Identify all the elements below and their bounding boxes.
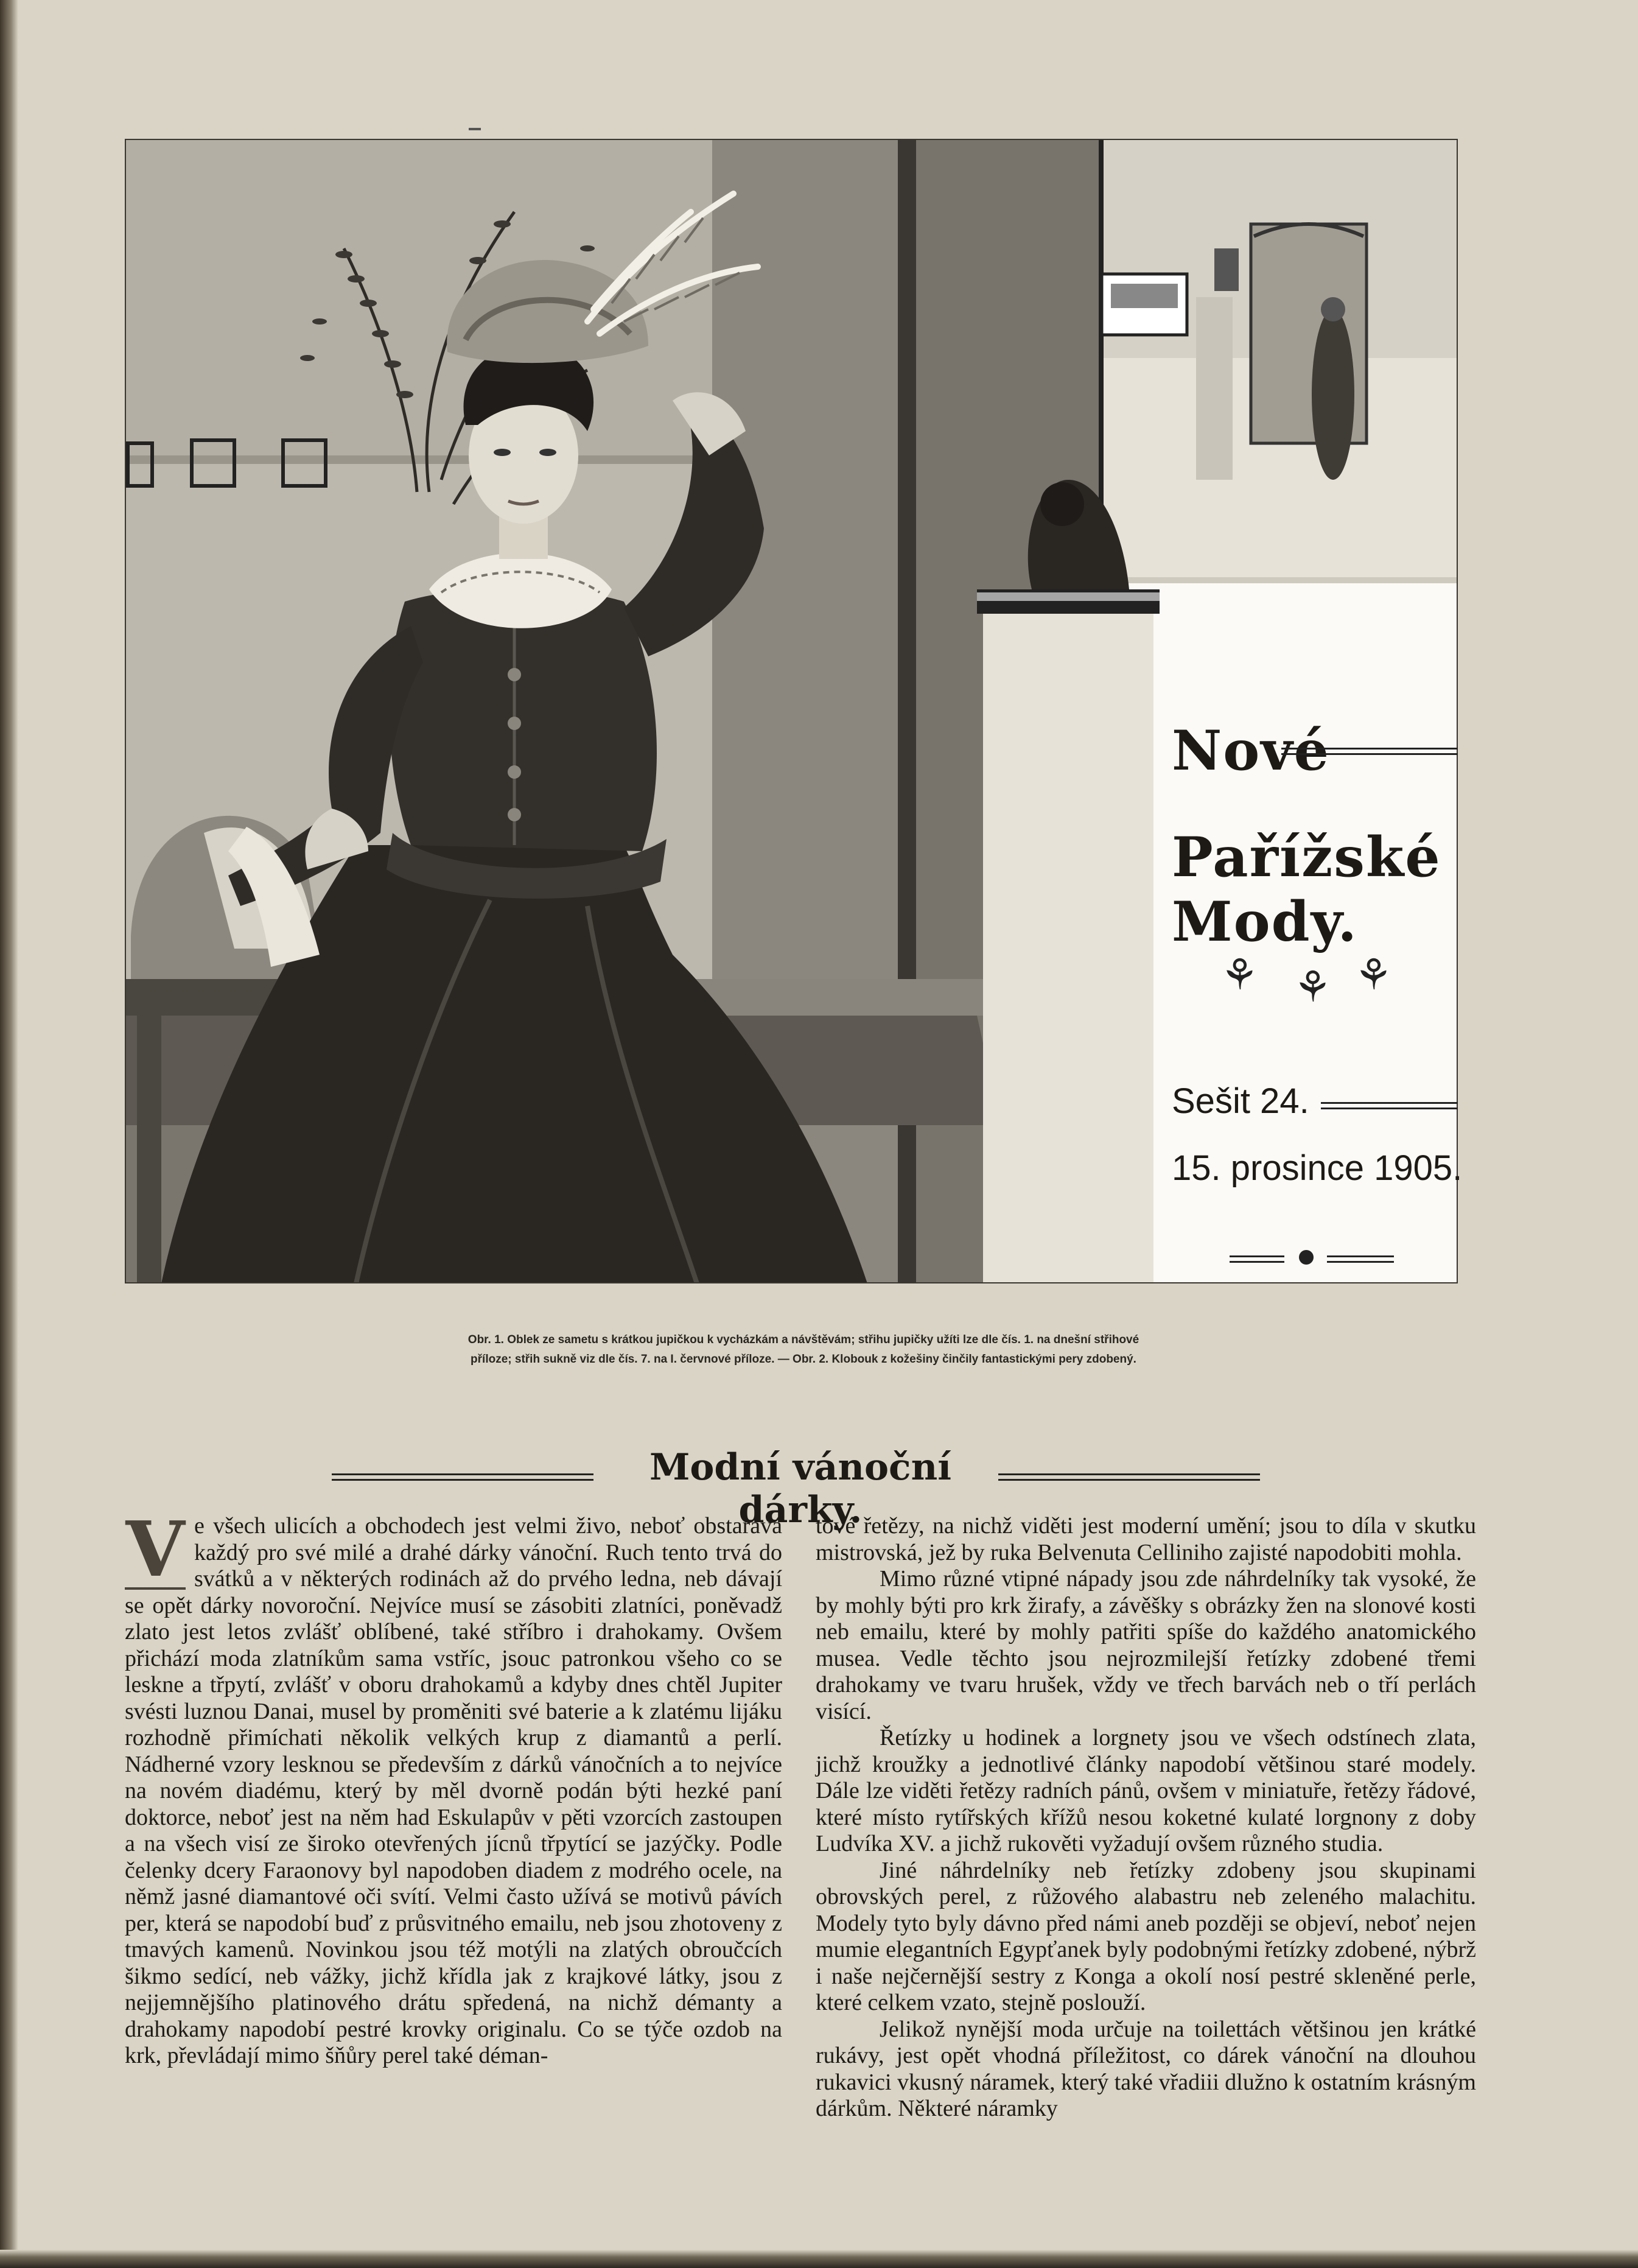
- palm-ornament-icon: ⚘: [1354, 952, 1393, 999]
- headline-rule-right: [998, 1473, 1260, 1481]
- issue-number: Sešit 24.: [1172, 1081, 1309, 1121]
- article-title: Modní vánoční dárky.: [649, 1446, 952, 1531]
- paragraph: tové řetězy, na nichž viděti jest moderní umění; jsou to díla v skutku mistrovská, jež by ruka Belvenuta Celliniho zajisté napodobiti mohla.: [816, 1513, 1476, 1565]
- caption-line-1: Obr. 1. Oblek ze sametu s krátkou jupičkou k vycházkám a návštěvám; střihu jupičky užíti lze dle čís. 1. na dnešní střihové: [467, 1333, 1139, 1346]
- title-rule-top: [1281, 748, 1458, 755]
- print-mark: [469, 128, 481, 130]
- masthead-title-line2: Pařížské Mody.: [1172, 825, 1441, 954]
- paragraph: Jiné náhrdelníky neb řetízky zdobeny jsou skupinami obrovských perel, z růžového alabastru neb zeleného malachitu. Modely tyto byly dávno před námi aneb později se objeví, neboť nejen mumie elegantních Egypťanek byly podobnými řetízky zdobené, nýbrž i naše nejčernější sestry z Konga a okolí nosí pestré skleněné perle, které celkem vzato, stejně poslouží.: [816, 1857, 1476, 2015]
- paragraph: Jelikož nynější moda určuje na toilettách většinou jen krátké rukávy, jest opět vhodná příležitost, co dárek vánoční na dlouhou rukavici vkusný náramek, který také vřadiii dlužno k ostatním krásným dárkům. Některé náramky: [816, 2016, 1476, 2121]
- article-column-right: [816, 1513, 1476, 2122]
- drop-cap: V: [125, 1505, 185, 1594]
- page-binding-edge: [0, 0, 18, 2268]
- headline-rule-left: [332, 1473, 593, 1481]
- caption-line-2: příloze; střih sukně viz dle čís. 7. na I. červnové příloze. — Obr. 2. Klobouk z kožešiny činčily fantastickými pery zdobený.: [471, 1353, 1136, 1366]
- date-rule-right: [1327, 1255, 1394, 1263]
- issue-date: 15. prosince 1905.: [1172, 1148, 1463, 1188]
- paragraph: Mimo různé vtipné nápady jsou zde náhrdelníky tak vysoké, že by mohly býti pro krk žirafy, a závěšky s obrázky žen na slonové kosti neb emailu, které by mohly patřiti spíše do každého anatomického musea. Vedle těchto jsou nejrozmilejší řetízky zdobené třemi drahokamy ve tvaru hrušek, vždy ve třech barvách neb o tří perlách visící.: [816, 1566, 1476, 1724]
- masthead-title-line1: Nové: [1172, 718, 1330, 783]
- palm-ornament-icon: ⚘: [1220, 952, 1259, 999]
- figure-caption: [122, 1330, 1485, 1369]
- date-rule-left: [1230, 1255, 1284, 1263]
- issue-rule: [1321, 1102, 1458, 1109]
- article-column-left: [125, 1505, 782, 2070]
- bullet-dot: [1299, 1250, 1314, 1265]
- paragraph: Řetízky u hodinek a lorgnety jsou ve všech odstínech zlata, jichž kroužky a jednotlivé články napodobí většinou staré modely. Dále lze viděti řetězy radních pánů, ovšem v miniatuře, řetězy řádové, které místo rytířských křížů nesou koketné kulaté lorgnony z doby Ludvíka XV. a jichž rukověti vyžadují ovšem různého studia.: [816, 1725, 1476, 1856]
- page-bottom-edge: [0, 2250, 1638, 2268]
- paragraph: e všech ulicích a obchodech jest velmi živo, neboť obstarává každý pro své milé a drahé dárky vánoční. Ruch tento trvá do svátků a v některých rodinách až do prvého ledna, neb dávají se opět dárky novoroční. Nejvíce musí se zásobiti zlatníci, poněvadž zlato jest letos zvlášť oblíbené, také stříbro i drahokamy. Ovšem přichází moda zlatníkům sama vstříc, jsouc patronkou všeho co se leskne a třpytí, zvlášť v oboru drahokamů a kdyby dnes chtěl Jupiter svésti luznou Danai, musel by proměniti své baterie a k zlatému lijáku rozhodně přimíchati několik velkých krup z diamantů a perlí. Nádherné vzory lesknou se především z dárků vánočních a to nejvíce na novém diadému, který by měl dvorně podán býti hezké paní doktorce, neboť jest na něm had Eskulapův v pěti vzorcích zastoupen a na všech visí ze široko otevřených jícnů třpytící se jazýčky. Podle čelenky dcery Faraonovy byl napodoben diadem z modrého ocele, na němž jasné diamantové oči svítí. Velmi často užívá se motivů pávích per, která se napodobí buď z průsvitného emailu, neb jsou zhotoveny z tmavých kamenů. Novinkou jsou též motýli na zlatých obroučcích šikmo sedící, neb vážky, jichž křídla jak z krajkové látky, jsou z nejjemnějšího platinového drátu spředená, na nichž démanty a drahokamy napodobí pestré krovky originalu. Co se týče ozdob na krk, převládají mimo šňůry perel také déman-: [125, 1513, 782, 2068]
- palm-ornament-icon: ⚘: [1293, 964, 1332, 1011]
